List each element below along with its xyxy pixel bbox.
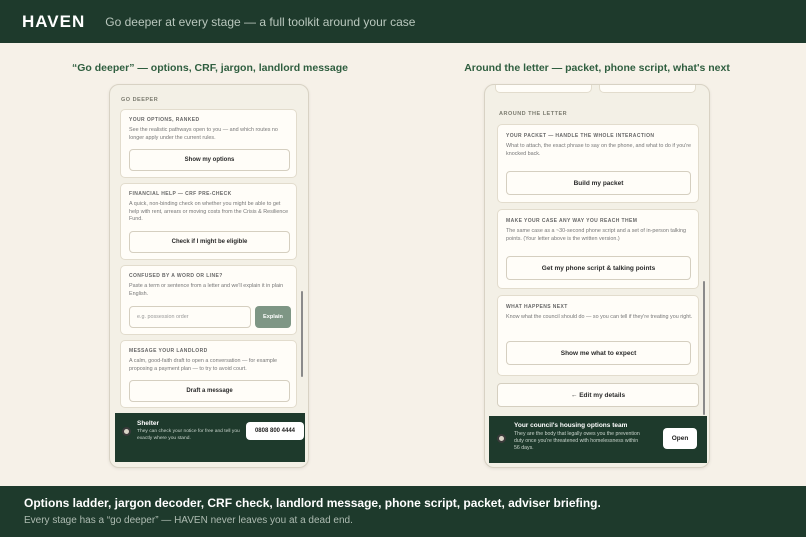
script-card — [497, 209, 699, 289]
shelter-title: Shelter — [137, 420, 160, 427]
options-card — [120, 109, 297, 178]
script-card-label: MAKE YOUR CASE ANY WAY YOU REACH THEM — [506, 218, 638, 224]
go-deeper-label: GO DEEPER — [121, 97, 159, 103]
landlord-card-text: A calm, good-faith draft to open a conversation — for example proposing a payment plan — to try to avoid court. — [129, 358, 278, 372]
show-options-button[interactable]: Show my options — [129, 149, 290, 171]
council-footer — [489, 416, 707, 463]
crf-card-label: FINANCIAL HELP — CRF PRE-CHECK — [129, 191, 232, 197]
shelter-text: They can check your notice for free and tell you exactly where you stand. — [137, 429, 240, 441]
jargon-card — [120, 265, 297, 335]
header-tagline: Go deeper at every stage — a full toolkit around your case — [105, 14, 416, 29]
left-section-title: “Go deeper” — options, CRF, jargon, landlord message — [72, 62, 348, 74]
jargon-input[interactable]: e.g. possession order — [129, 306, 251, 328]
council-title: Your council's housing options team — [514, 422, 628, 429]
phone-script-button[interactable]: Get my phone script & talking points — [506, 256, 691, 280]
edit-details-button[interactable]: ← Edit my details — [497, 383, 699, 407]
landlord-card — [120, 340, 297, 408]
around-letter-label: AROUND THE LETTER — [499, 111, 568, 117]
right-scrollbar[interactable] — [703, 281, 705, 415]
options-card-label: YOUR OPTIONS, RANKED — [129, 117, 200, 123]
script-card-text: The same case as a ~30-second phone script and a set of in-person talking points. (Your letter above is the written version.) — [506, 228, 686, 242]
shelter-icon — [122, 427, 131, 436]
next-card-text: Know what the council should do — so you can tell if they're treating you right. — [506, 314, 693, 320]
check-eligibility-button[interactable]: Check if I might be eligible — [129, 231, 290, 253]
right-section-title: Around the letter — packet, phone script, what's next — [464, 62, 730, 74]
right-phone-screen — [484, 84, 710, 468]
draft-message-button[interactable]: Draft a message — [129, 380, 290, 402]
landlord-card-label: MESSAGE YOUR LANDLORD — [129, 348, 208, 354]
next-card-label: WHAT HAPPENS NEXT — [506, 304, 568, 310]
partial-card-left — [495, 84, 592, 93]
council-icon — [497, 434, 506, 443]
bottom-banner — [0, 486, 806, 537]
build-packet-button[interactable]: Build my packet — [506, 171, 691, 195]
what-to-expect-button[interactable]: Show me what to expect — [506, 341, 691, 365]
partial-card-right — [599, 84, 696, 93]
next-card — [497, 295, 699, 376]
crf-card-text: A quick, non-binding check on whether you might be able to get help with rent, arrears or moving costs from the Crisis & Resilience Fund. — [129, 201, 289, 223]
jargon-card-text: Paste a term or sentence from a letter and we'll explain it in plain English. — [129, 283, 284, 297]
shelter-phone-button[interactable]: 0808 800 4444 — [246, 422, 304, 440]
crf-card — [120, 183, 297, 260]
shelter-footer — [115, 413, 305, 462]
explain-button[interactable]: Explain — [255, 306, 291, 328]
bottom-title: Options ladder, jargon decoder, CRF check, landlord message, phone script, packet, adviser briefing. — [24, 496, 601, 510]
council-open-button[interactable]: Open — [663, 428, 697, 449]
jargon-card-label: CONFUSED BY A WORD OR LINE? — [129, 273, 223, 279]
packet-card-text: What to attach, the exact phrase to say on the phone, and what to do if you're knocked back. — [506, 143, 692, 157]
haven-logo: HAVEN — [22, 11, 86, 31]
bottom-subtitle: Every stage has a “go deeper” — HAVEN never leaves you at a dead end. — [24, 515, 353, 526]
left-scrollbar[interactable] — [301, 291, 303, 377]
top-bar — [0, 0, 806, 43]
left-phone-screen — [109, 84, 309, 468]
options-card-text: See the realistic pathways open to you — and which routes no longer apply under the current rules. — [129, 127, 278, 141]
packet-card-label: YOUR PACKET — HANDLE THE WHOLE INTERACTION — [506, 133, 655, 139]
council-text: They are the body that legally owes you the prevention duty once you're threatened with homelessness within 56 days. — [514, 431, 640, 452]
packet-card — [497, 124, 699, 203]
